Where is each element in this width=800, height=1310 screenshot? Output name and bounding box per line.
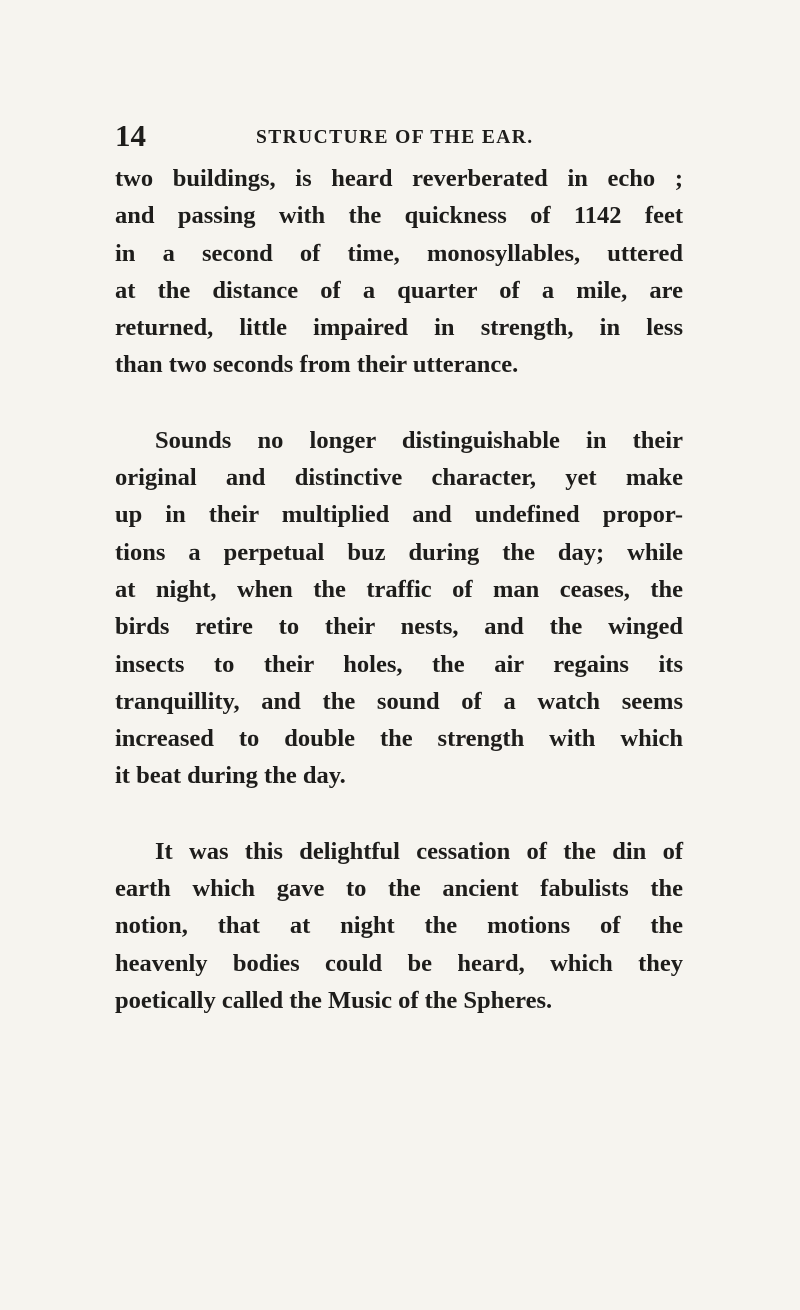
text-line: increased to double the strength with which bbox=[115, 725, 683, 753]
page-number: 14 bbox=[115, 118, 146, 153]
text-line: at night, when the traffic of man ceases, the bbox=[115, 575, 683, 603]
text-line: returned, little impaired in strength, in less bbox=[115, 314, 683, 342]
text-line: It was this delightful cessation of the din of bbox=[155, 837, 683, 865]
text-line: in a second of time, monosyllables, uttered bbox=[115, 239, 683, 267]
paragraph-3 bbox=[115, 833, 683, 1019]
text-line: up in their multiplied and undefined propor- bbox=[115, 501, 683, 529]
text-line: insects to their holes, the air regains its bbox=[115, 650, 683, 678]
paragraph-gap bbox=[115, 384, 683, 422]
paragraph-1 bbox=[115, 160, 683, 384]
text-line: notion, that at night the motions of the bbox=[115, 912, 683, 940]
running-title: STRUCTURE OF THE EAR. bbox=[256, 127, 534, 148]
text-line: Sounds no longer distinguishable in their bbox=[155, 426, 683, 454]
text-line: than two seconds from their utterance. bbox=[115, 351, 519, 379]
text-line: tranquillity, and the sound of a watch seems bbox=[115, 687, 683, 715]
body-text bbox=[115, 160, 683, 1019]
paragraph-2 bbox=[115, 422, 683, 795]
text-line: and passing with the quickness of 1142 feet bbox=[115, 202, 683, 230]
text-line: birds retire to their nests, and the winged bbox=[115, 613, 683, 641]
text-line: heavenly bodies could be heard, which they bbox=[115, 949, 683, 977]
text-line: original and distinctive character, yet make bbox=[115, 464, 683, 492]
text-line: poetically called the Music of the Spheres. bbox=[115, 986, 553, 1014]
text-line: two buildings, is heard reverberated in echo ; bbox=[115, 165, 683, 192]
text-line: it beat during the day. bbox=[115, 762, 346, 790]
text-line: tions a perpetual buz during the day; while bbox=[115, 538, 683, 566]
paragraph-gap bbox=[115, 795, 683, 833]
text-line: at the distance of a quarter of a mile, are bbox=[115, 276, 683, 304]
text-line: earth which gave to the ancient fabulists the bbox=[115, 875, 683, 903]
